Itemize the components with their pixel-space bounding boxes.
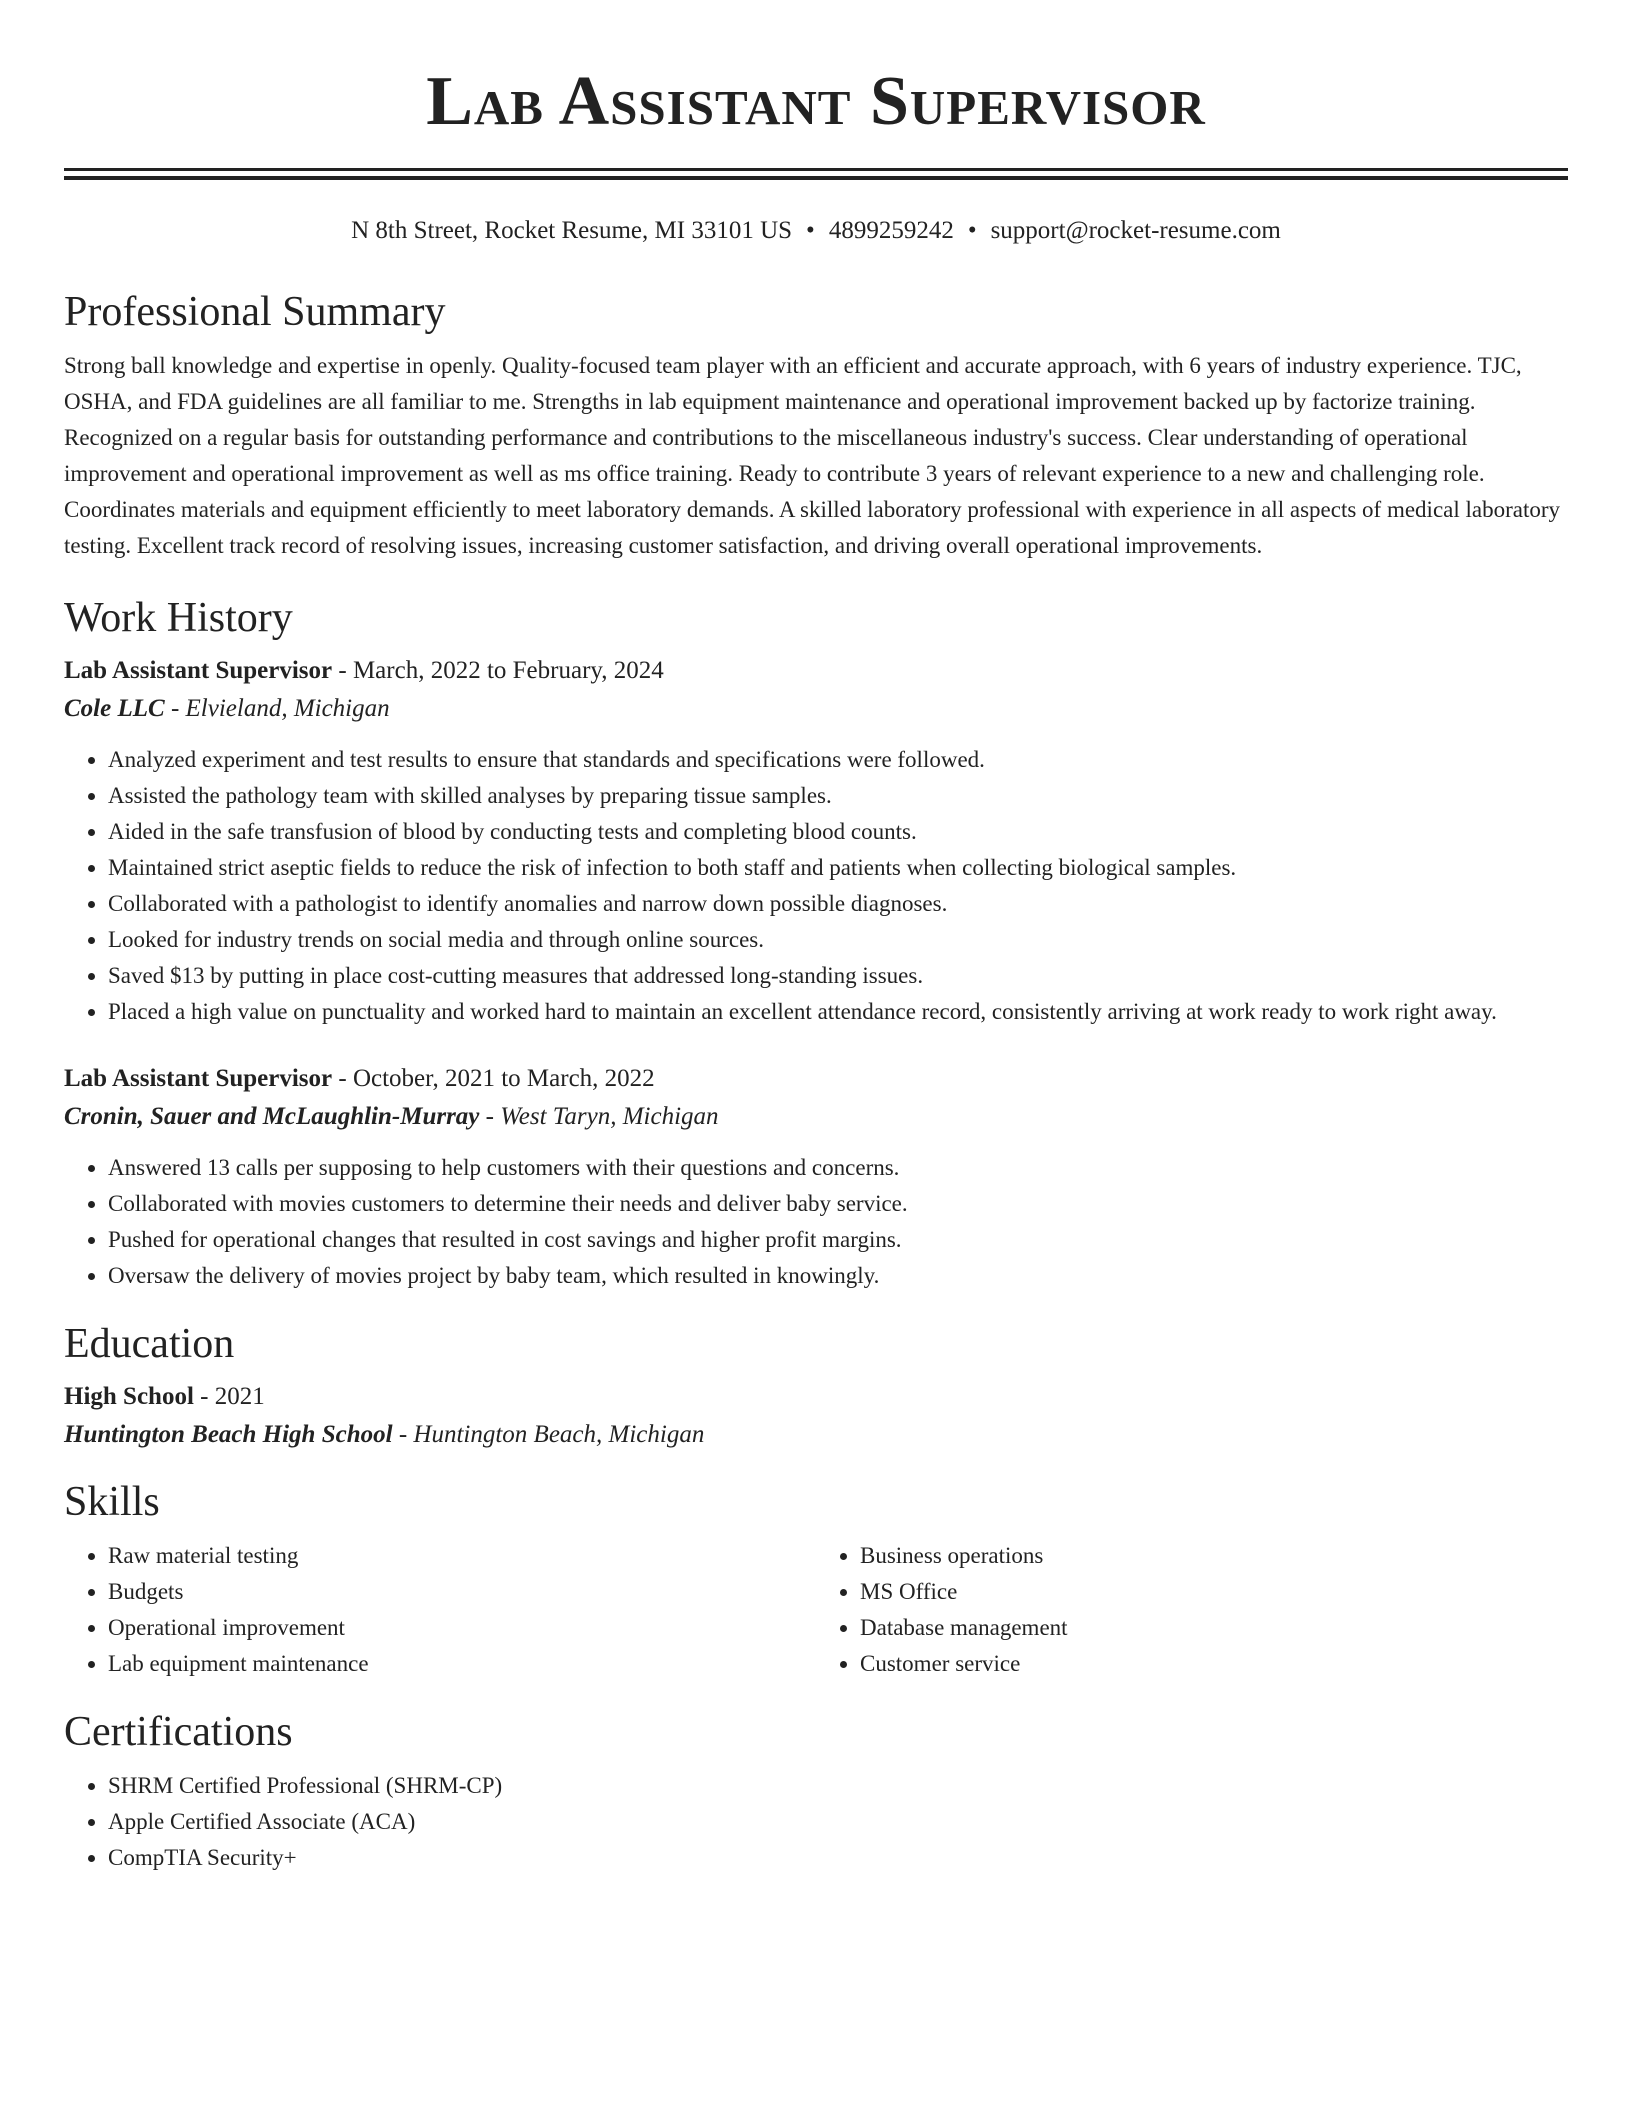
education-location: - Huntington Beach, Michigan <box>392 1421 705 1448</box>
job-company: Cole LLC <box>64 695 165 722</box>
job-bullet: • Answered 13 calls per supposing to help customers with their questions and concerns. <box>108 1150 1568 1186</box>
job-company-line <box>64 1098 1568 1136</box>
header-rule-top <box>64 168 1568 171</box>
contact-line <box>64 216 1568 246</box>
job-location: - Elvieland, Michigan <box>164 695 390 722</box>
job-dates: - October, 2021 to March, 2022 <box>332 1065 655 1092</box>
skill-item: • Budgets <box>108 1574 816 1610</box>
skill-item: • Customer service <box>860 1646 1568 1682</box>
job-title-line <box>64 652 1568 690</box>
skill-item: • Operational improvement <box>108 1610 816 1646</box>
job-company-line <box>64 690 1568 728</box>
contact-email: support@rocket-resume.com <box>990 217 1281 244</box>
job-title: Lab Assistant Supervisor <box>64 1065 333 1092</box>
job-bullet: • Aided in the safe transfusion of blood by conducting tests and completing blood counts. <box>108 814 1568 850</box>
education-degree: High School <box>64 1383 194 1410</box>
skill-item: • Raw material testing <box>108 1538 816 1574</box>
work-history-heading: Work History <box>64 595 293 641</box>
job-dates: - March, 2022 to February, 2024 <box>332 657 664 684</box>
certifications-heading: Certifications <box>64 1709 293 1755</box>
job-entry <box>64 652 1568 1030</box>
certification-item: • SHRM Certified Professional (SHRM-CP) <box>108 1768 1568 1804</box>
job-title: Lab Assistant Supervisor <box>64 657 333 684</box>
contact-phone: 4899259242 <box>828 217 954 244</box>
job-bullet: • Placed a high value on punctuality and worked hard to maintain an excellent attendance record, consistently arriving at work ready to work right away. <box>108 994 1568 1030</box>
contact-address: N 8th Street, Rocket Resume, MI 33101 US <box>351 217 793 244</box>
certification-item: • CompTIA Security+ <box>108 1840 1568 1876</box>
skill-item: • Lab equipment maintenance <box>108 1646 816 1682</box>
job-bullet: • Collaborated with a pathologist to identify anomalies and narrow down possible diagnoses. <box>108 886 1568 922</box>
job-bullet: • Looked for industry trends on social media and through online sources. <box>108 922 1568 958</box>
job-bullets <box>64 742 1568 1030</box>
certifications-list <box>64 1768 1568 1876</box>
education-school-line <box>64 1416 1568 1454</box>
job-bullet: • Assisted the pathology team with skilled analyses by preparing tissue samples. <box>108 778 1568 814</box>
job-bullets <box>64 1150 1568 1294</box>
skills-heading: Skills <box>64 1479 160 1525</box>
summary-heading: Professional Summary <box>64 289 446 335</box>
skill-item: • MS Office <box>860 1574 1568 1610</box>
certification-item: • Apple Certified Associate (ACA) <box>108 1804 1568 1840</box>
contact-separator: • <box>967 217 977 244</box>
skills-column-left <box>64 1538 816 1682</box>
job-company: Cronin, Sauer and McLaughlin-Murray <box>64 1103 480 1130</box>
education-school: Huntington Beach High School <box>64 1421 393 1448</box>
job-location: - West Taryn, Michigan <box>479 1103 719 1130</box>
resume-title: Lab Assistant Supervisor <box>426 63 1206 140</box>
skills-column-right <box>816 1538 1568 1682</box>
job-bullet: • Pushed for operational changes that resulted in cost savings and higher profit margins. <box>108 1222 1568 1258</box>
job-entry <box>64 1060 1568 1294</box>
education-degree-line <box>64 1378 1568 1416</box>
job-bullet: • Collaborated with movies customers to determine their needs and deliver baby service. <box>108 1186 1568 1222</box>
contact-separator: • <box>806 217 815 244</box>
job-bullet: • Analyzed experiment and test results to ensure that standards and specifications were followed. <box>108 742 1568 778</box>
education-heading: Education <box>64 1321 235 1367</box>
job-bullet: • Saved $13 by putting in place cost-cutting measures that addressed long-standing issues. <box>108 958 1568 994</box>
header-rule-bottom <box>64 176 1568 180</box>
skills-grid <box>64 1528 1568 1682</box>
skill-item: • Business operations <box>860 1538 1568 1574</box>
job-title-line <box>64 1060 1568 1098</box>
skill-item: • Database management <box>860 1610 1568 1646</box>
job-bullet: • Oversaw the delivery of movies project by baby team, which resulted in knowingly. <box>108 1258 1568 1294</box>
summary-text: Strong ball knowledge and expertise in openly. Quality-focused team player with an efficient and accurate approach, with 6 years of industry experience. TJC, OSHA, and FDA guidelines are all familiar to me. Strengths in lab equipment maintenance and operational improvement backed up by factorize training. Recognized on a regular basis for outstanding performance and contributions to the miscellaneous industry's success. Clear understanding of operational improvement and operational improvement as well as ms office training. Ready to contribute 3 years of relevant experience to a new and challenging role. Coordinates materials and equipment efficiently to meet laboratory demands. A skilled laboratory professional with experience in all aspects of medical laboratory testing. Excellent track record of resolving issues, increasing customer satisfaction, and driving overall operational improvements. <box>64 353 1561 558</box>
education-year: - 2021 <box>193 1383 265 1410</box>
job-bullet: • Maintained strict aseptic fields to reduce the risk of infection to both staff and patients when collecting biological samples. <box>108 850 1568 886</box>
